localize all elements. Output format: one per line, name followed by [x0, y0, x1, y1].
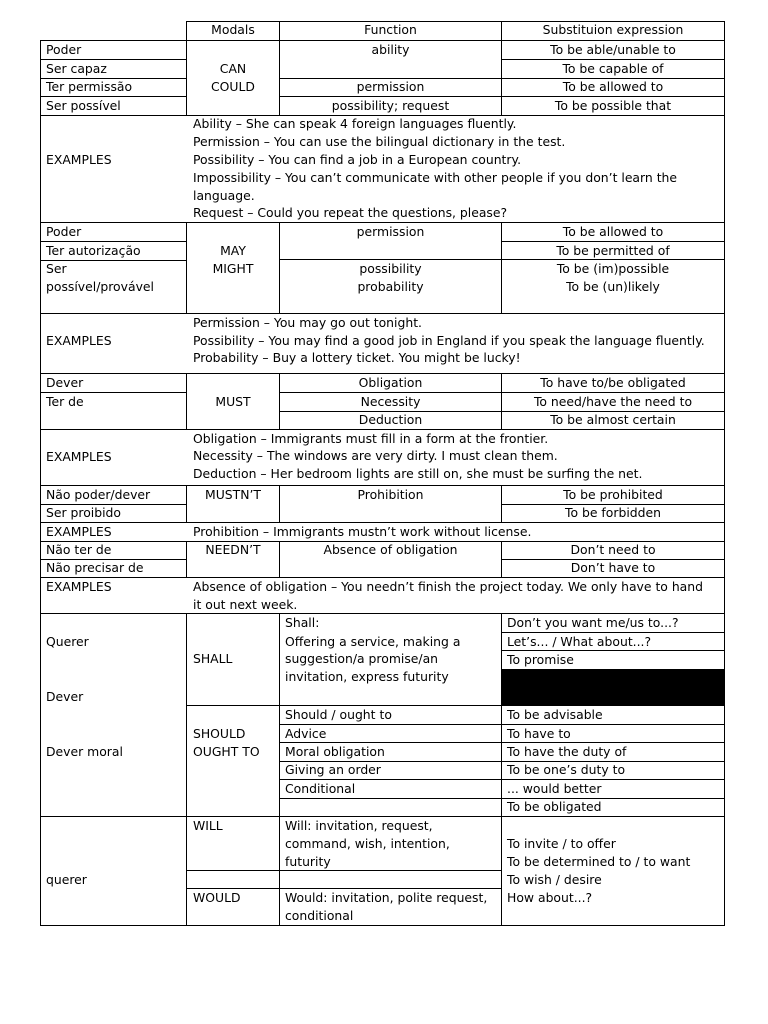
function-obligation: Obligation	[358, 375, 423, 390]
pt-ter-permissao: Ter permissão	[46, 79, 133, 94]
modal-may: MAY	[220, 243, 246, 258]
sub-allowed: To be allowed to	[562, 79, 664, 94]
example-line: Obligation – Immigrants must fill in a form at the frontier.	[193, 431, 549, 446]
modal-mustnt: MUSTN’T	[205, 487, 261, 502]
modal-should: SHOULD	[193, 726, 246, 741]
example-line: Impossibility – You can’t communicate with other people if you don’t learn the	[193, 170, 678, 185]
function-permission: permission	[356, 224, 425, 239]
function-possibility-request: possibility; request	[331, 98, 450, 113]
sub-wish-desire: To wish / desire	[507, 872, 602, 887]
function-prohibition: Prohibition	[357, 487, 424, 502]
function-conditional: Conditional	[285, 781, 356, 796]
sub-how-about: How about...?	[507, 890, 593, 905]
modal-would: WOULD	[193, 890, 241, 905]
sub-would-better: ... would better	[507, 781, 602, 796]
example-line: Possibility – You can find a job in a European country.	[193, 152, 522, 167]
function-line: Will: invitation, request,	[285, 818, 433, 833]
function-moral-obligation: Moral obligation	[285, 744, 385, 759]
pt-querer: Querer	[46, 634, 89, 649]
function-possibility: possibility	[359, 261, 422, 276]
sub-dont-you-want: Don’t you want me/us to...?	[507, 615, 679, 630]
function-line: invitation, express futurity	[285, 669, 449, 684]
sub-obligated: To have to/be obligated	[540, 375, 686, 390]
example-line: Request – Could you repeat the questions, please?	[193, 205, 508, 220]
sub-forbidden: To be forbidden	[565, 505, 661, 520]
modal-can: CAN	[219, 61, 247, 76]
sub-able: To be able/unable to	[550, 42, 676, 57]
example-line: Absence of obligation – You needn’t finish the project today. We only have to hand	[193, 579, 703, 594]
sub-need: To need/have the need to	[533, 394, 693, 409]
function-deduction: Deduction	[358, 412, 423, 427]
sub-invite-offer: To invite / to offer	[507, 836, 616, 851]
example-line: Permission – You can use the bilingual dictionary in the test.	[193, 134, 566, 149]
examples-label: EXAMPLES	[46, 333, 112, 348]
sub-obligated: To be obligated	[507, 799, 602, 814]
sub-promise: To promise	[507, 652, 574, 667]
modal-ought-to: OUGHT TO	[193, 744, 260, 759]
pt-dever: Dever	[46, 689, 84, 704]
example-line: Necessity – The windows are very dirty. I must clean them.	[193, 448, 558, 463]
sub-ones-duty: To be one’s duty to	[507, 762, 626, 777]
examples-label: EXAMPLES	[46, 449, 112, 464]
example-line: Prohibition – Immigrants mustn’t work without license.	[193, 524, 532, 539]
header-modals: Modals	[211, 22, 255, 37]
pt-dever-moral: Dever moral	[46, 744, 123, 759]
modal-must: MUST	[215, 394, 251, 409]
modal-will: WILL	[193, 818, 223, 833]
sub-dont-need: Don’t need to	[570, 542, 656, 557]
function-advice: Advice	[285, 726, 327, 741]
function-line: Would: invitation, polite request,	[285, 890, 488, 905]
pt-ter-de: Ter de	[46, 394, 84, 409]
sub-dont-have: Don’t have to	[570, 560, 656, 575]
sub-possible: To be possible that	[554, 98, 672, 113]
function-line: Shall:	[285, 615, 320, 630]
examples-label: EXAMPLES	[46, 579, 112, 594]
example-line: it out next week.	[193, 597, 298, 612]
redacted-block	[501, 669, 725, 706]
sub-advisable: To be advisable	[507, 707, 603, 722]
function-line: futurity	[285, 854, 331, 869]
function-giving-order: Giving an order	[285, 762, 381, 777]
pt-ser-capaz: Ser capaz	[46, 61, 107, 76]
sub-capable: To be capable of	[562, 61, 664, 76]
function-ability: ability	[371, 42, 410, 57]
pt-possivel-provavel: possível/provável	[46, 279, 154, 294]
pt-ser: Ser	[46, 261, 67, 276]
example-line: Deduction – Her bedroom lights are still on, she must be surfing the net.	[193, 466, 643, 481]
sub-im-possible: To be (im)possible	[556, 261, 670, 276]
sub-lets: Let’s... / What about...?	[507, 634, 652, 649]
header-substitution: Substituion expression	[542, 22, 684, 37]
pt-poder: Poder	[46, 42, 82, 57]
function-absence-obligation: Absence of obligation	[323, 542, 458, 557]
sub-determined: To be determined to / to want	[507, 854, 691, 869]
example-line: Probability – Buy a lottery ticket. You might be lucky!	[193, 350, 521, 365]
examples-label: EXAMPLES	[46, 524, 112, 539]
pt-poder: Poder	[46, 224, 82, 239]
function-permission: permission	[356, 79, 425, 94]
pt-querer: querer	[46, 872, 87, 887]
pt-ter-autorizacao: Ter autorização	[46, 243, 141, 258]
modal-neednt: NEEDN’T	[205, 542, 261, 557]
examples-label: EXAMPLES	[46, 152, 112, 167]
pt-ser-possivel: Ser possível	[46, 98, 121, 113]
modal-shall: SHALL	[193, 651, 233, 666]
example-line: Ability – She can speak 4 foreign languages fluently.	[193, 116, 517, 131]
sub-un-likely: To be (un)likely	[566, 279, 660, 294]
header-function: Function	[364, 22, 417, 37]
modal-might: MIGHT	[212, 261, 254, 276]
function-line: command, wish, intention,	[285, 836, 450, 851]
pt-dever: Dever	[46, 375, 84, 390]
pt-nao-ter-de: Não ter de	[46, 542, 112, 557]
function-probability: probability	[357, 279, 424, 294]
sub-have-to: To have to	[507, 726, 571, 741]
sub-duty-of: To have the duty of	[507, 744, 627, 759]
sub-certain: To be almost certain	[550, 412, 676, 427]
sub-prohibited: To be prohibited	[563, 487, 663, 502]
example-line: Possibility – You may find a good job in England if you speak the language fluently.	[193, 333, 705, 348]
function-necessity: Necessity	[360, 394, 421, 409]
function-should-ought: Should / ought to	[285, 707, 392, 722]
function-line: Offering a service, making a	[285, 634, 461, 649]
example-line: Permission – You may go out tonight.	[193, 315, 422, 330]
modal-could: COULD	[211, 79, 255, 94]
pt-nao-poder-dever: Não poder/dever	[46, 487, 151, 502]
pt-nao-precisar-de: Não precisar de	[46, 560, 144, 575]
function-line: suggestion/a promise/an	[285, 651, 439, 666]
sub-permitted: To be permitted of	[556, 243, 670, 258]
example-line: language.	[193, 188, 255, 203]
function-line: conditional	[285, 908, 354, 923]
pt-ser-proibido: Ser proibido	[46, 505, 121, 520]
sub-allowed: To be allowed to	[562, 224, 664, 239]
